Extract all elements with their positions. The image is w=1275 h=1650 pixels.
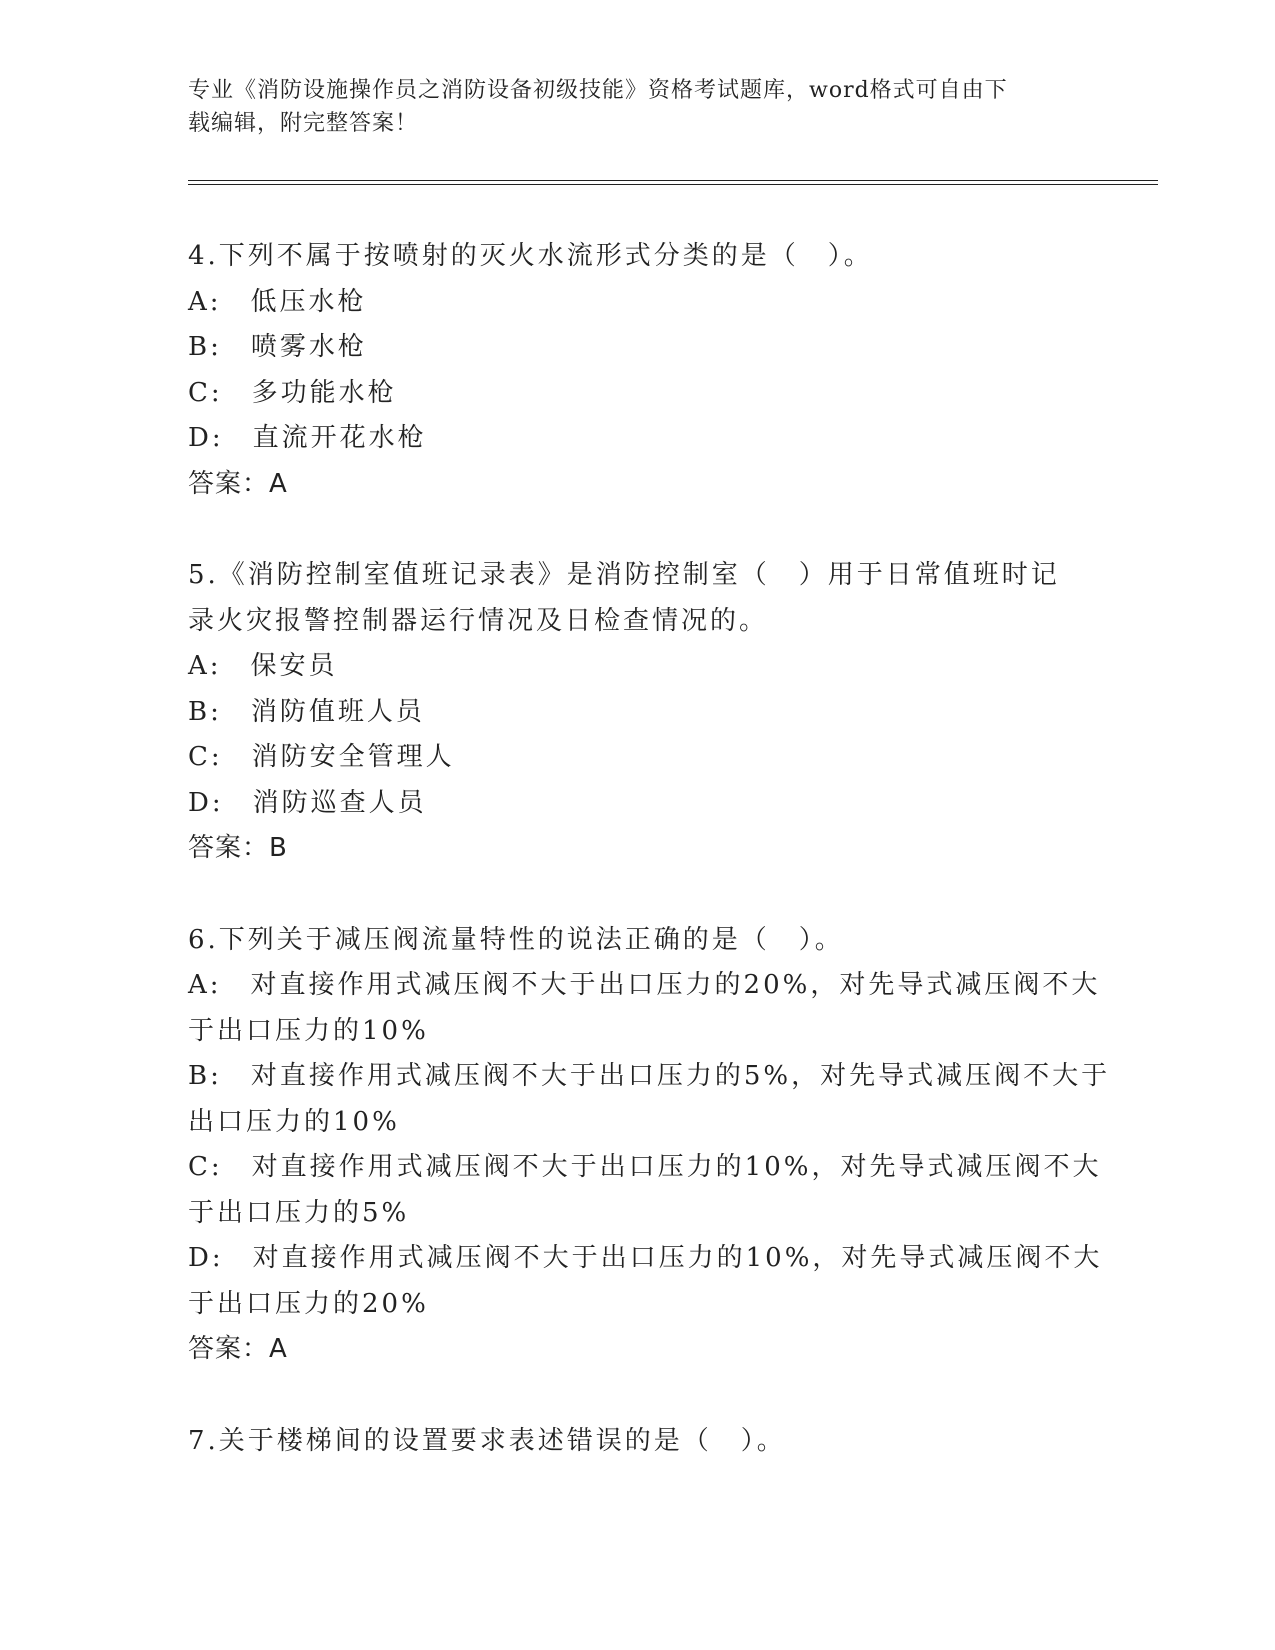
option-a: A: 对直接作用式减压阀不大于出口压力的20%，对先导式减压阀不大 (188, 970, 1101, 1000)
option-c: C: 消防安全管理人 (188, 742, 455, 772)
question-6 (188, 918, 1111, 1373)
option-c-continued: 于出口压力的5% (188, 1197, 410, 1228)
option-c: C: 多功能水枪 (188, 377, 397, 408)
option-b-continued: 出口压力的10% (188, 1106, 400, 1137)
header-line-1: 专业《消防设施操作员之消防设备初级技能》资格考试题库，word格式可自由下 (188, 78, 1008, 103)
question-list (188, 234, 1111, 1464)
spacer (188, 872, 1088, 918)
option-a: A: 保安员 (188, 651, 338, 681)
option-b: B: 对直接作用式减压阀不大于出口压力的5%，对先导式减压阀不大于 (188, 1061, 1111, 1091)
question-stem-continued: 录火灾报警控制器运行情况及日检查情况的。 (188, 605, 769, 636)
question-7 (188, 1419, 1088, 1465)
option-d: D: 消防巡查人员 (188, 787, 427, 818)
answer-label: 答案：A (188, 1334, 288, 1364)
question-5 (188, 553, 1088, 872)
option-a: A: 低压水枪 (188, 286, 367, 317)
spacer (188, 507, 1088, 553)
option-d-continued: 于出口压力的20% (188, 1288, 429, 1319)
header-divider (188, 180, 1158, 185)
answer-label: 答案：B (188, 833, 288, 863)
option-d: D: 对直接作用式减压阀不大于出口压力的10%，对先导式减压阀不大 (188, 1243, 1103, 1273)
header-line-2: 载编辑，附完整答案！ (188, 111, 419, 136)
option-b: B: 消防值班人员 (188, 696, 425, 727)
document-header (188, 74, 1068, 140)
question-stem: 6.下列关于减压阀流量特性的说法正确的是（ ）。 (188, 924, 844, 955)
question-stem: 5.《消防控制室值班记录表》是消防控制室（ ）用于日常值班时记 (188, 560, 1060, 590)
question-stem: 7.关于楼梯间的设置要求表述错误的是（ ）。 (188, 1425, 786, 1456)
question-4 (188, 234, 1088, 507)
answer-label: 答案：A (188, 468, 288, 499)
option-b: B: 喷雾水枪 (188, 332, 367, 362)
spacer (188, 1373, 1088, 1419)
option-d: D: 直流开花水枪 (188, 423, 427, 453)
option-a-continued: 于出口压力的10% (188, 1015, 429, 1046)
option-c: C: 对直接作用式减压阀不大于出口压力的10%，对先导式减压阀不大 (188, 1152, 1102, 1182)
question-stem: 4.下列不属于按喷射的灭火水流形式分类的是（ ）。 (188, 241, 873, 271)
